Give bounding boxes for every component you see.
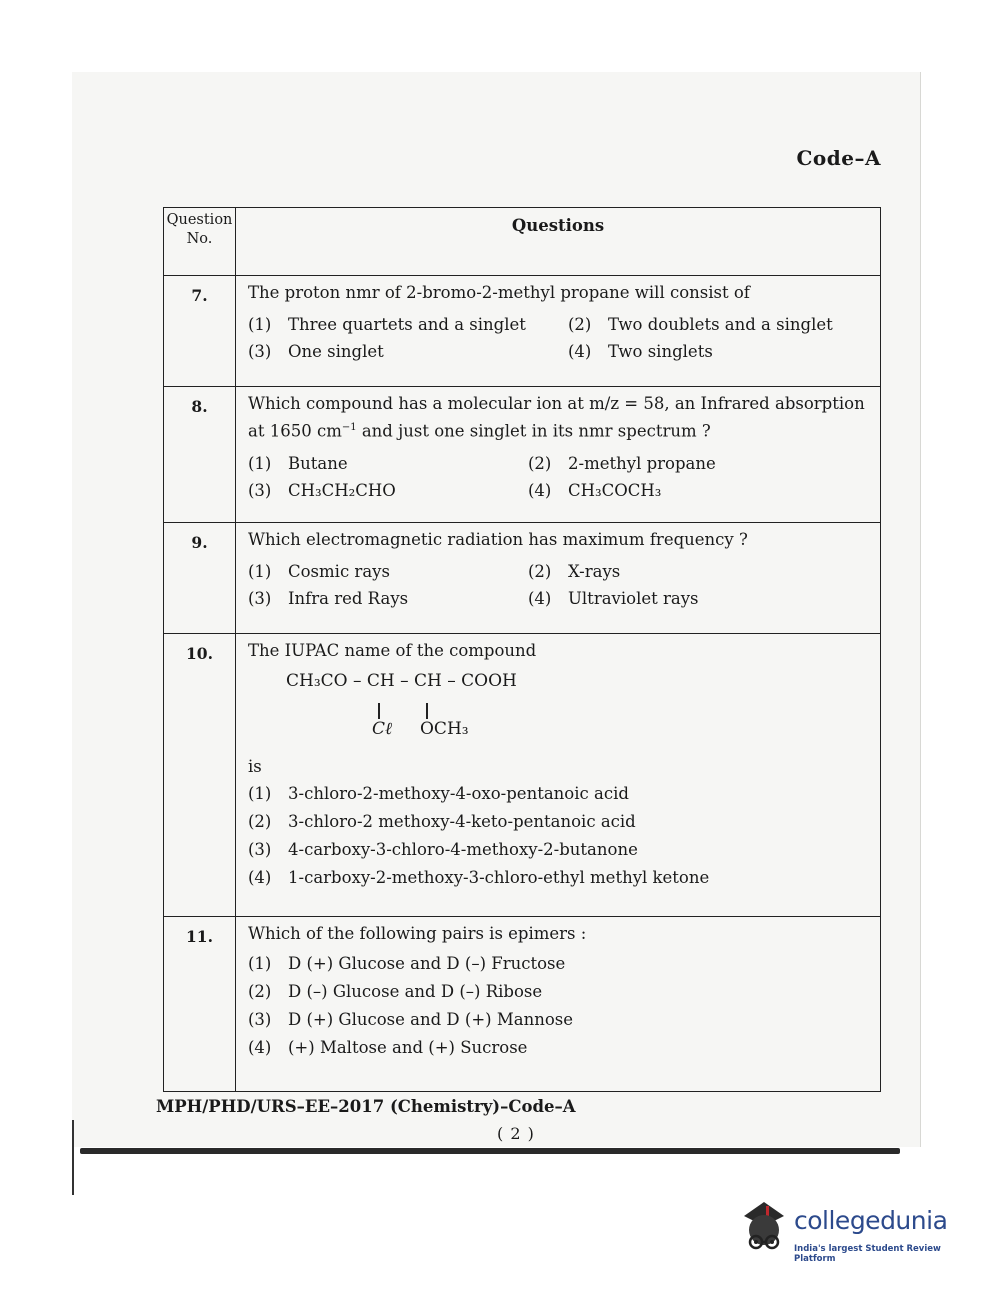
question-number: 8. — [164, 387, 236, 523]
option-text: D (–) Glucose and D (–) Ribose — [288, 982, 543, 1001]
page-bottom-rule — [80, 1148, 900, 1154]
question-body — [236, 523, 881, 634]
question-body — [236, 917, 881, 1092]
question-stem: Which of the following pairs is epimers : — [248, 924, 587, 943]
option-1 — [248, 784, 874, 803]
questions-table — [163, 207, 881, 1092]
option-text: Two doublets and a singlet — [608, 315, 833, 334]
collegedunia-watermark — [736, 1196, 966, 1266]
option-number: (1) — [248, 784, 272, 803]
page-edge-mark — [72, 1120, 74, 1195]
options-list — [248, 784, 874, 887]
option-1 — [248, 562, 528, 581]
option-text: 3-chloro-2 methoxy-4-keto-pentanoic acid — [288, 812, 636, 831]
option-text: CH₃COCH₃ — [568, 480, 662, 500]
option-2 — [248, 812, 874, 831]
question-body — [236, 634, 881, 917]
question-row-9 — [164, 523, 881, 634]
option-3 — [248, 342, 568, 361]
stem-part: Which compound has a molecular ion at m/z = 58, an Infrared absorption at 1650 cm — [248, 394, 865, 441]
option-1 — [248, 954, 874, 973]
option-3 — [248, 481, 528, 500]
option-text: One singlet — [288, 342, 384, 361]
option-4 — [528, 589, 874, 608]
option-number: (3) — [248, 480, 272, 500]
option-number: (4) — [248, 1038, 272, 1057]
question-row-7 — [164, 276, 881, 387]
option-text: Two singlets — [608, 342, 713, 361]
options-grid — [248, 454, 874, 500]
option-number: (4) — [248, 868, 272, 887]
option-number: (2) — [568, 315, 592, 334]
option-number: (4) — [568, 342, 592, 361]
option-text: Butane — [288, 453, 348, 473]
option-1 — [248, 454, 528, 473]
question-stem: Which electromagnetic radiation has maximum frequency ? — [248, 530, 748, 549]
question-row-11 — [164, 917, 881, 1092]
option-text: D (+) Glucose and D (–) Fructose — [288, 954, 566, 973]
question-row-8 — [164, 387, 881, 523]
option-text: Three quartets and a singlet — [288, 315, 526, 334]
option-text: Cosmic rays — [288, 562, 390, 581]
option-number: (3) — [248, 840, 272, 859]
option-number: (2) — [248, 982, 272, 1001]
options-grid — [248, 315, 874, 361]
option-4 — [248, 1038, 874, 1057]
option-2 — [528, 454, 874, 473]
option-number: (1) — [248, 562, 272, 581]
option-text: CH₃CH₂CHO — [288, 480, 396, 500]
option-number: (3) — [248, 589, 272, 608]
structure-substituent-chlorine: Cℓ — [372, 719, 393, 739]
options-grid — [248, 562, 874, 608]
question-body — [236, 387, 881, 523]
question-number: 10. — [164, 634, 236, 917]
option-2 — [568, 315, 874, 334]
option-number: (3) — [248, 342, 272, 361]
option-1 — [248, 315, 568, 334]
table-header-row — [164, 208, 881, 276]
option-2 — [248, 982, 874, 1001]
option-text: X-rays — [568, 562, 621, 581]
brand-tagline: India's largest Student Review Platform — [794, 1244, 941, 1264]
option-text: D (+) Glucose and D (+) Mannose — [288, 1010, 573, 1029]
structure-bond — [378, 703, 380, 719]
option-text: 4-carboxy-3-chloro-4-methoxy-2-butanone — [288, 840, 638, 859]
option-2 — [528, 562, 874, 581]
column-header-question-no: Question No. — [164, 208, 236, 276]
structure-substituent-methoxy: OCH₃ — [420, 719, 469, 739]
question-number: 11. — [164, 917, 236, 1092]
question-body — [236, 276, 881, 387]
option-text: 3-chloro-2-methoxy-4-oxo-pentanoic acid — [288, 784, 629, 803]
paper-code: Code–A — [796, 146, 881, 170]
question-stem — [248, 392, 874, 444]
option-4 — [528, 481, 874, 500]
option-number: (1) — [248, 315, 272, 334]
option-number: (1) — [248, 954, 272, 973]
option-number: (2) — [528, 453, 552, 473]
option-number: (4) — [528, 480, 552, 500]
option-3 — [248, 589, 528, 608]
option-4 — [248, 868, 874, 887]
stem-part: and just one singlet in its nmr spectrum ? — [356, 421, 711, 441]
option-number: (3) — [248, 1010, 272, 1029]
brand-name: collegedunia — [794, 1206, 948, 1235]
question-number: 9. — [164, 523, 236, 634]
option-text: 2-methyl propane — [568, 453, 716, 473]
question-number: 7. — [164, 276, 236, 387]
option-text: Infra red Rays — [288, 589, 409, 608]
option-4 — [568, 342, 874, 361]
stem-continuation: is — [248, 757, 262, 776]
question-row-10 — [164, 634, 881, 917]
mascot-icon — [736, 1196, 792, 1258]
structure-bond — [426, 703, 428, 719]
question-stem: The proton nmr of 2-bromo-2-methyl propane will consist of — [248, 283, 750, 302]
page-number: ( 2 ) — [497, 1124, 535, 1143]
option-3 — [248, 1010, 874, 1029]
option-3 — [248, 840, 874, 859]
question-stem: The IUPAC name of the compound — [248, 641, 537, 660]
column-header-questions: Questions — [236, 208, 881, 276]
option-text: 1-carboxy-2-methoxy-3-chloro-ethyl methyl ketone — [288, 868, 710, 887]
footer-code-line: MPH/PHD/URS–EE–2017 (Chemistry)–Code–A — [156, 1097, 576, 1116]
option-number: (4) — [528, 589, 552, 608]
chemical-structure — [286, 667, 874, 755]
option-text: Ultraviolet rays — [568, 589, 699, 608]
structure-main-chain: CH₃CO – CH – CH – COOH — [286, 671, 517, 691]
stem-superscript: −1 — [341, 422, 357, 433]
option-text: (+) Maltose and (+) Sucrose — [288, 1038, 528, 1057]
option-number: (1) — [248, 453, 272, 473]
option-number: (2) — [528, 562, 552, 581]
options-list — [248, 954, 874, 1057]
option-number: (2) — [248, 812, 272, 831]
